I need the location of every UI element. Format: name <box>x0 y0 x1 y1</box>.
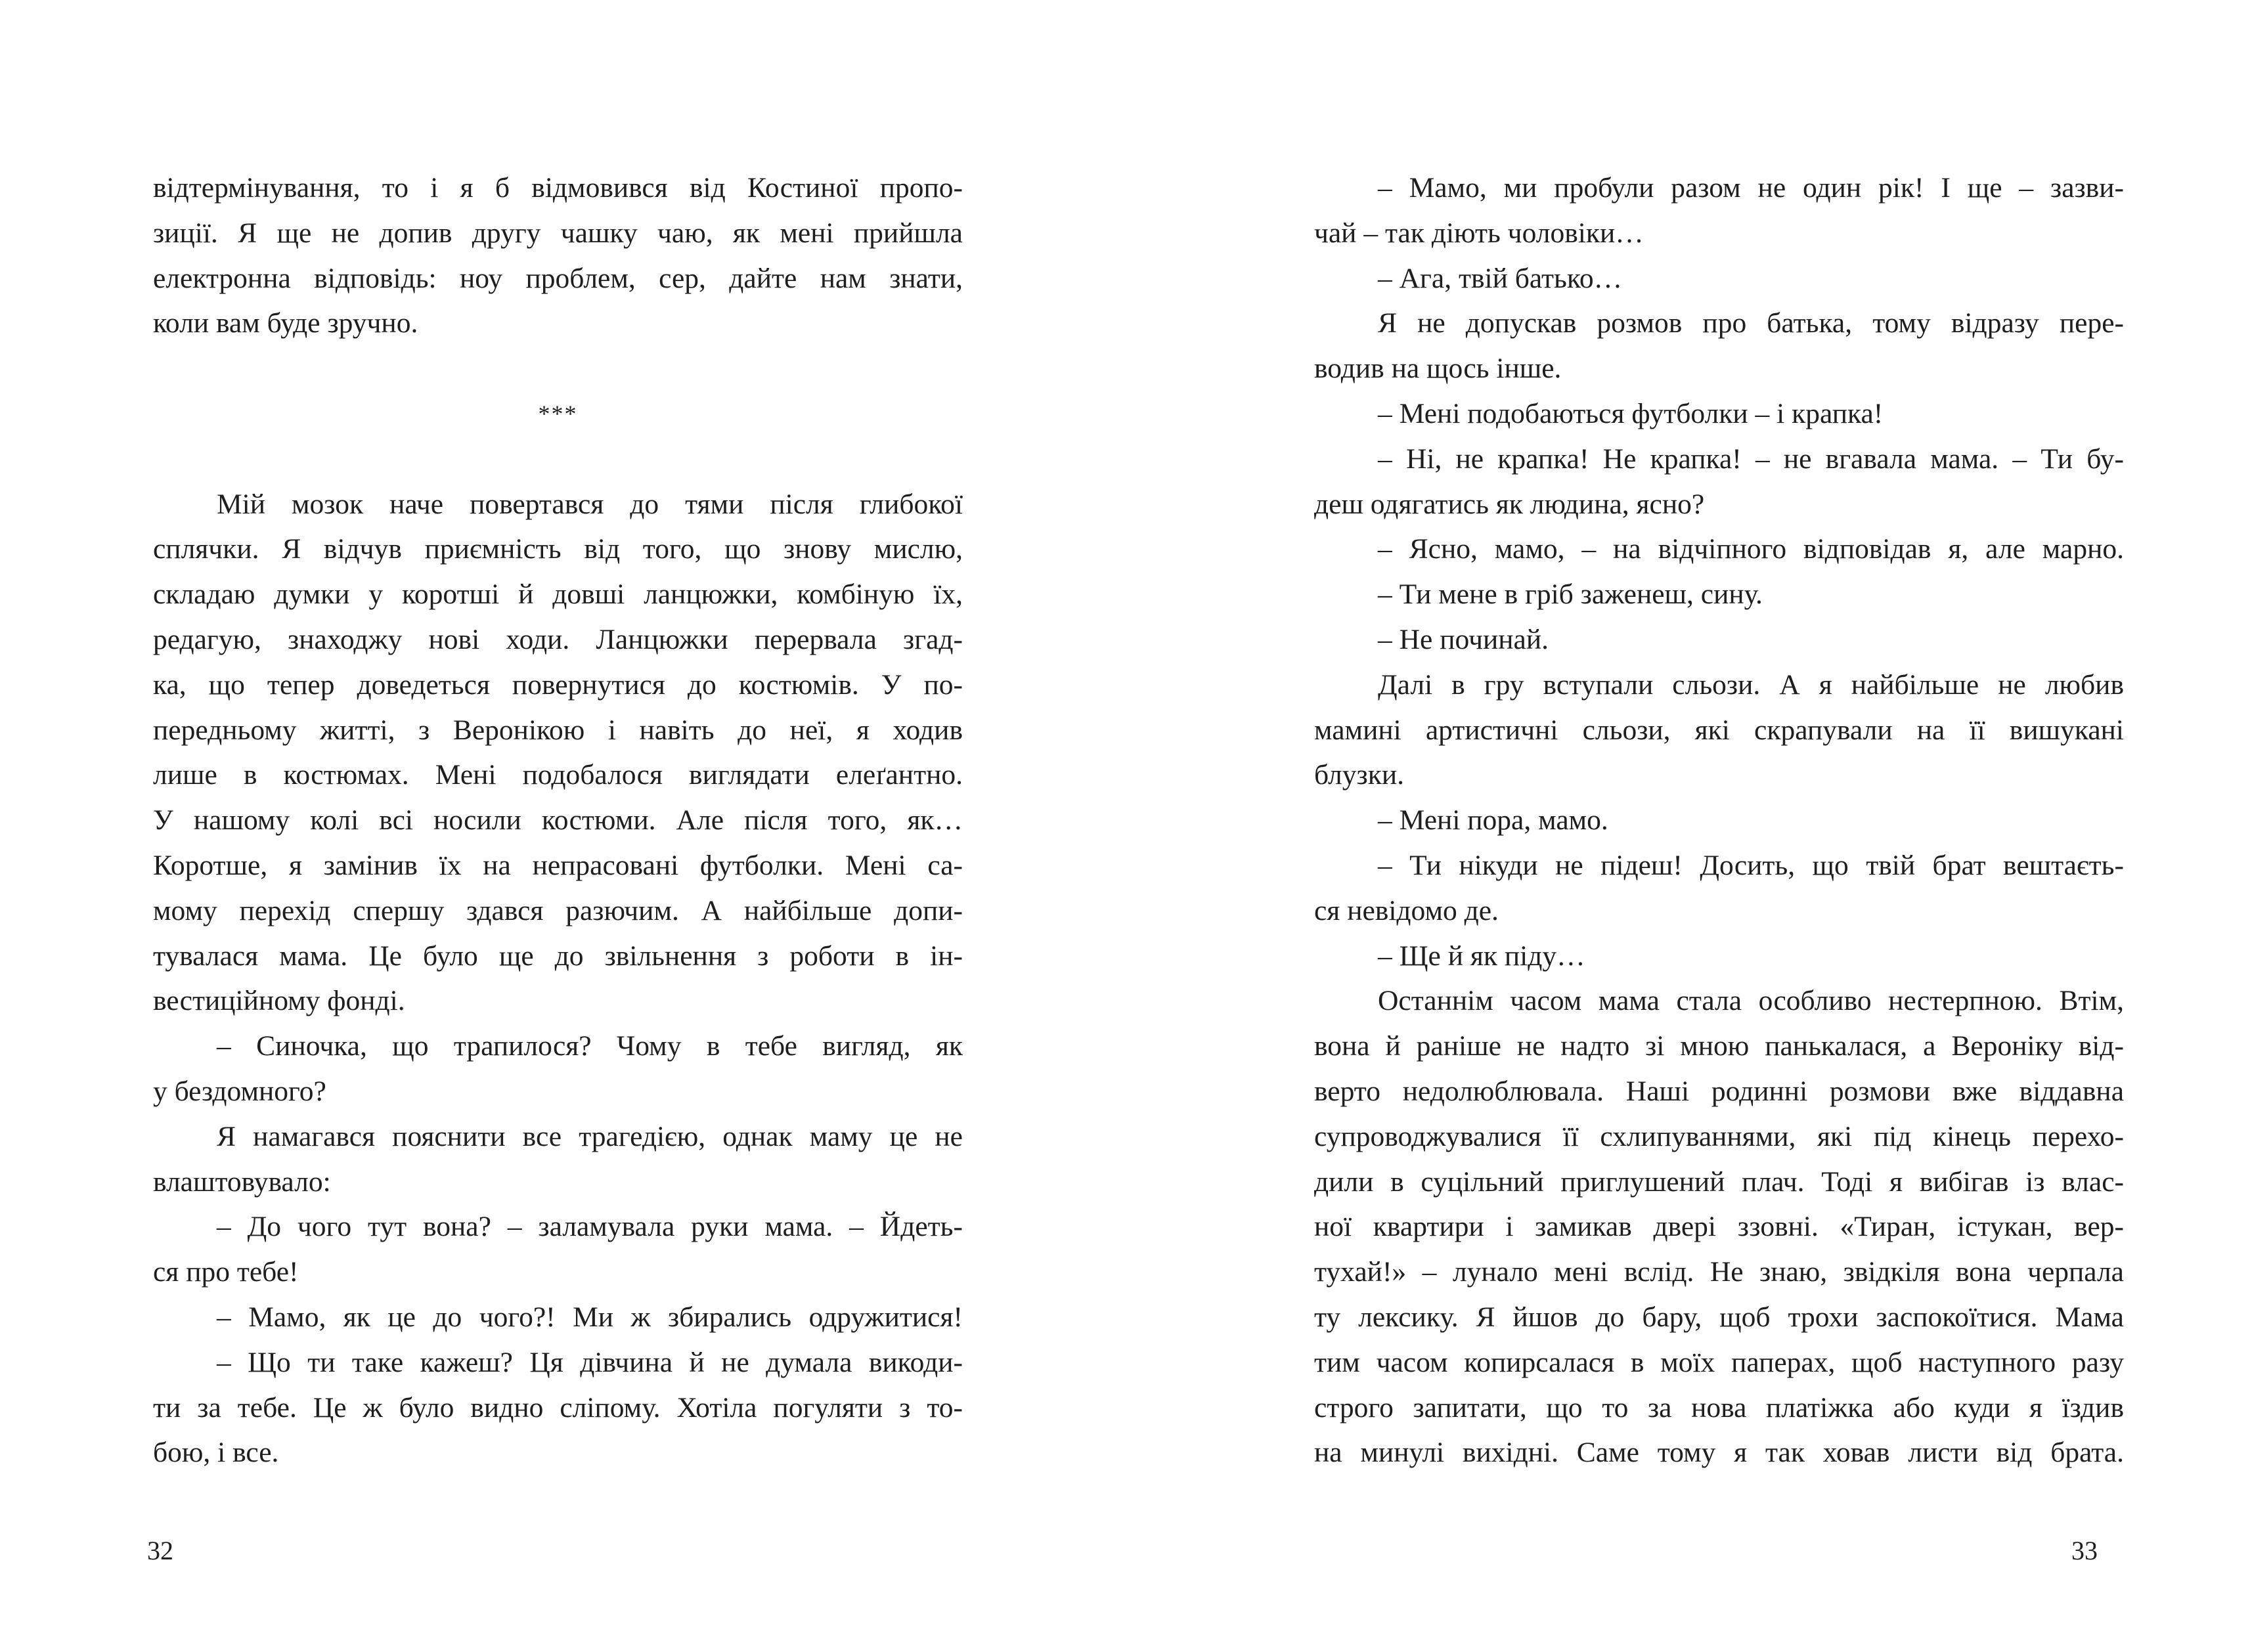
section-separator: *** <box>538 400 578 427</box>
text-line: ти за тебе. Це ж було видно сліпому. Хотіла погуляти з то- <box>153 1391 963 1424</box>
text-line: тухай!» – лунало мені вслід. Не знаю, звідкіля вона черпала <box>1314 1256 2124 1288</box>
text-line: на минулі вихідні. Саме тому я так ховав листи від брата. <box>1314 1437 2124 1469</box>
text-line: Я намагався пояснити все трагедією, однак маму це не <box>217 1120 963 1152</box>
text-line: мамині артистичні сльози, які скрапували на її вишукані <box>1314 714 2124 746</box>
text-line: – Ні, не крапка! Не крапка! – не вгавала мама. – Ти бу- <box>1378 443 2124 475</box>
text-line: деш одягатись як людина, ясно? <box>1314 488 1705 520</box>
right-page-text <box>1314 165 2124 1475</box>
text-line: Далі в гру вступали сльози. А я найбільше не любив <box>1378 668 2124 701</box>
text-line: блузки. <box>1314 759 1404 791</box>
text-line: у бездомного? <box>153 1075 326 1107</box>
text-line: строго запитати, що то за нова платіжка або куди я їздив <box>1314 1391 2124 1424</box>
text-line: верто недолюблювала. Наші родинні розмови вже віддавна <box>1314 1075 2124 1107</box>
text-line: мому перехід спершу здався разючим. А найбільше допи- <box>153 894 963 926</box>
text-line: електронна відповідь: ноу проблем, сер, дайте нам знати, <box>153 262 963 294</box>
page-number: 33 <box>2071 1536 2098 1565</box>
text-line: ка, що тепер доведеться повернутися до костюмів. У по- <box>153 668 963 701</box>
text-line: бою, і все. <box>153 1437 279 1469</box>
text-line: чай – так діють чоловіки… <box>1314 217 1644 249</box>
text-line: вестиційному фонді. <box>153 985 405 1017</box>
text-line: Я не допускав розмов про батька, тому відразу пере- <box>1378 307 2124 339</box>
text-line: супроводжувалися її схлипуваннями, які під кінець перехо- <box>1314 1120 2124 1152</box>
page-number: 32 <box>147 1536 173 1565</box>
text-line: – Ще й як піду… <box>1378 940 1585 972</box>
right-page <box>1125 0 2250 1652</box>
text-line: дили в суцільний приглушений плач. Тоді я вибігав із влас- <box>1314 1165 2124 1198</box>
text-line: ся про тебе! <box>153 1256 299 1288</box>
text-line: передньому житті, з Веронікою і навіть до неї, я ходив <box>153 714 963 746</box>
text-line: – Синочка, що трапилося? Чому в тебе вигляд, як <box>217 1030 963 1062</box>
text-line: – Ясно, мамо, – на відчіпного відповідав я, але марно. <box>1378 533 2124 565</box>
text-line: вона й раніше не надто зі мною панькалася, а Вероніку від- <box>1314 1030 2124 1062</box>
text-line: ся невідомо де. <box>1314 894 1499 926</box>
text-line: відтермінування, то і я б відмовився від Костиної пропо- <box>153 172 963 204</box>
text-line: водив на щось інше. <box>1314 353 1562 385</box>
text-line: – Не починай. <box>1378 623 1549 655</box>
text-line: сплячки. Я відчув приємність від того, що знову мислю, <box>153 533 963 565</box>
blank-line <box>153 437 963 482</box>
text-line: – Мамо, ми пробули разом не один рік! І ще – зазви- <box>1378 172 2124 204</box>
text-line: – Ти мене в гріб заженеш, сину. <box>1378 578 1763 611</box>
text-line: – Ага, твій батько… <box>1378 262 1623 294</box>
text-line: коли вам буде зручно. <box>153 307 418 339</box>
text-line: ної квартири і замикав двері ззовні. «Тиран, істукан, вер- <box>1314 1211 2124 1243</box>
text-line: тим часом копирсалася в моїх паперах, щоб наступного разу <box>1314 1346 2124 1378</box>
text-line: складаю думки у коротші й довші ланцюжки, комбіную їх, <box>153 578 963 611</box>
text-line: ту лексику. Я йшов до бару, щоб трохи заспокоїтися. Мама <box>1314 1301 2124 1333</box>
text-line: – Мені пора, мамо. <box>1378 804 1608 837</box>
text-line: – Мамо, як це до чого?! Ми ж збирались одружитися! <box>217 1301 963 1333</box>
text-line: – Мені подобаються футболки – і крапка! <box>1378 397 1884 429</box>
text-line: зиції. Я ще не допив другу чашку чаю, як мені прийшла <box>153 217 963 249</box>
text-line: тувалася мама. Це було ще до звільнення з роботи в ін- <box>153 940 963 972</box>
text-line: У нашому колі всі носили костюми. Але після того, як… <box>153 804 963 837</box>
text-line: Мій мозок наче повертався до тями після глибокої <box>217 488 963 520</box>
text-line: Останнім часом мама стала особливо нестерпною. Втім, <box>1378 985 2124 1017</box>
left-page-text <box>153 165 963 1475</box>
text-line: – Ти нікуди не підеш! Досить, що твій брат вештаєть- <box>1378 849 2124 881</box>
text-line: Коротше, я замінив їх на непрасовані футболки. Мені са- <box>153 849 963 881</box>
text-line: – До чого тут вона? – заламувала руки мама. – Йдеть- <box>217 1211 963 1243</box>
text-line: – Що ти таке кажеш? Ця дівчина й не думала викоди- <box>217 1346 963 1378</box>
text-line: лише в костюмах. Мені подобалося виглядати елеґантно. <box>153 759 963 791</box>
blank-line <box>153 346 963 391</box>
text-line: редагую, знаходжу нові ходи. Ланцюжки перервала згад- <box>153 623 963 655</box>
text-line: влаштовувало: <box>153 1165 331 1198</box>
